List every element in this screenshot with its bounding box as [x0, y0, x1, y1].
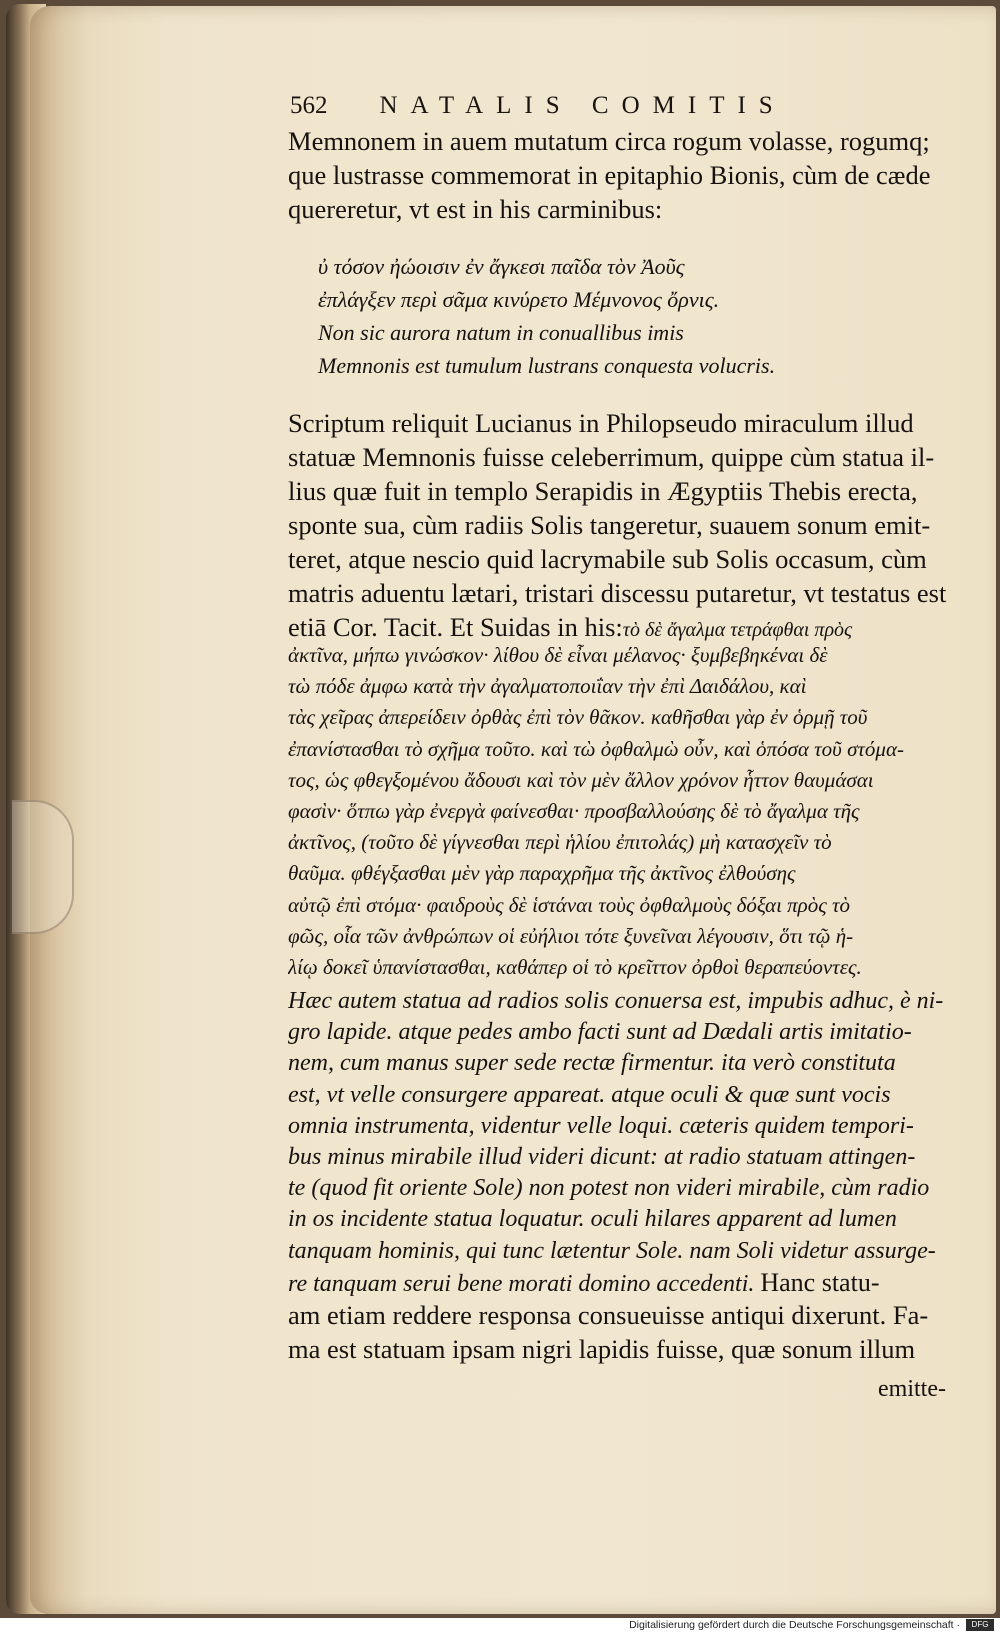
- paragraph-responsa: [288, 1298, 968, 1366]
- text-line: Scriptum reliquit Lucianus in Philopseudo miraculum illud: [288, 408, 914, 438]
- italic-line: Hæc autem statua ad radios solis conuersa est, impubis adhuc, è ni-: [288, 988, 944, 1014]
- italic-line: est, vt velle consurgere appareat. atque oculi & quæ sunt vocis: [288, 1081, 891, 1108]
- greek-line: ἐπανίστασθαι τὸ σχῆμα τοῦτο. καὶ τὼ ὀφθαλμὼ οὖν, καὶ ὁπόσα τοῦ στόμα-: [288, 736, 904, 761]
- italic-line: gro lapide. atque pedes ambo facti sunt ad Dædali artis imitatio-: [288, 1019, 912, 1046]
- verse-line: ἐπλάγξεν περὶ σᾶμα κινύρετο Μέμνονος ὄρνις.: [318, 287, 720, 312]
- paragraph-lucianus: [288, 406, 968, 647]
- greek-line: θαῦμα. φθέγξασθαι μὲν γὰρ παραχρῆμα τῆς ἀκτῖνος ἐλθούσης: [288, 861, 796, 886]
- verse-line: Non sic aurora natum in conuallibus imis: [318, 320, 684, 345]
- italic-line: te (quod fit oriente Sole) non potest non videri mirabile, cùm radio: [288, 1175, 930, 1202]
- text-fragment: Hanc statu-: [760, 1267, 880, 1297]
- verse-line: ὐ τόσον ἠώοισιν ἐν ἄγκεσι παῖδα τὸν Ἀοῦς: [318, 254, 685, 279]
- catchword: emitte-: [878, 1376, 946, 1402]
- greek-passage: [288, 640, 968, 983]
- text-line: matris aduentu lætari, tristari discessu putaretur, vt testatus est: [288, 578, 947, 608]
- greek-line: ἀκτῖνα, μήπω γινώσκον· λίθου δὲ εἶναι μέλανος· ξυμβεβηκέναι δὲ: [288, 643, 828, 667]
- italic-line: nem, cum manus super sede rectæ firmentur. ita verò constituta: [288, 1050, 896, 1077]
- text-line: sponte sua, cùm radiis Solis tangeretur, suauem sonum emit-: [288, 510, 931, 540]
- text-fragment: etiā Cor. Tacit. Et Suidas in his:: [288, 612, 623, 642]
- italic-line: tanquam hominis, qui tunc lætentur Sole. nam Soli videtur assurge-: [288, 1237, 936, 1264]
- italic-line: [288, 1267, 968, 1300]
- text-fragment: re tanquam serui bene morati domino accedenti.: [288, 1270, 755, 1297]
- latin-translation: [288, 986, 968, 1300]
- dfg-logo: DFG: [966, 1619, 994, 1631]
- text-line: ma est statuam ipsam nigri lapidis fuisse, quæ sonum illum: [288, 1334, 916, 1364]
- greek-line: λίῳ δοκεῖ ὑπανίστασθαι, καθάπερ οἱ τὸ κρεῖττον ὀρθοὶ θεραπεύοντες.: [288, 955, 862, 980]
- italic-line: omnia instrumenta, videntur velle loqui. cæteris quidem tempori-: [288, 1112, 914, 1139]
- page-number: 562: [290, 92, 328, 119]
- page-header: [290, 86, 850, 126]
- greek-line: τος, ὡς φθεγξομένου ἄδουσι καὶ τὸν μὲν ἄλλον χρόνον ἧττον θαυμάσαι: [288, 767, 874, 792]
- greek-line: ἀκτῖνος, (τοῦτο δὲ γίγνεσθαι περὶ ἡλίου ἐπιτολάς) μὴ κατασχεῖν τὸ: [288, 830, 832, 855]
- text-line: am etiam reddere responsa consueuisse antiqui dixerunt. Fa-: [288, 1300, 929, 1330]
- verse-line: Memnonis est tumulum lustrans conquesta volucris.: [318, 353, 776, 378]
- verse-quotation: [318, 250, 958, 382]
- italic-line: in os incidente statua loquatur. oculi hilares apparent ad lumen: [288, 1206, 897, 1233]
- greek-line: φασὶν· ὅτπω γὰρ ἐνεργὰ φαίνεσθαι· προσβαλλούσης δὲ τὸ ἄγαλμα τῆς: [288, 799, 860, 824]
- text-line: lius quæ fuit in templo Serapidis in Ægyptiis Thebis erecta,: [288, 476, 918, 506]
- text-line: que lustrasse commemorat in epitaphio Bionis, cùm de cæde: [288, 160, 931, 190]
- running-head: NATALIS COMITIS: [379, 92, 786, 119]
- greek-line: φῶς, οἷα τῶν ἀνθρώπων οἱ εὐήλιοι τότε ξυνεῖναι λέγουσιν, ὅτι τῷ ἡ-: [288, 923, 854, 948]
- greek-line: τὰς χεῖρας ἀπερείδειν ὀρθὰς ἐπὶ τὸν θᾶκον. καθῆσθαι γὰρ ἐν ὁρμῇ τοῦ: [288, 705, 868, 730]
- text-line: statuæ Memnonis fuisse celeberrimum, quippe cùm statua il-: [288, 442, 935, 472]
- footer-bar: [0, 1618, 1000, 1632]
- page-tab-marker: [12, 800, 74, 934]
- text-line: Memnonem in auem mutatum circa rogum volasse, rogumq;: [288, 126, 930, 156]
- paragraph-memnon: [288, 124, 968, 226]
- funding-credit: Digitalisierung gefördert durch die Deutsche Forschungsgemeinschaft ·: [629, 1619, 960, 1631]
- italic-line: bus minus mirabile illud videri dicunt: at radio statuam attingen-: [288, 1144, 916, 1171]
- text-line: quereretur, vt est in his carminibus:: [288, 194, 663, 224]
- greek-line: αὐτῷ ἐπὶ στόμα· φαιδροὺς δὲ ἱστάναι τοὺς ὀφθαλμοὺς δόξαι πρὸς τὸ: [288, 892, 851, 917]
- text-line: teret, atque nescio quid lacrymabile sub Solis occasum, cùm: [288, 544, 927, 574]
- greek-line: τὼ πόδε ἀμφω κατὰ τὴν ἀγαλματοποιΐαν τὴν ἐπὶ Δαιδάλου, καὶ: [288, 674, 807, 699]
- greek-inline: τὸ δὲ ἄγαλμα τετράφθαι πρὸς: [622, 619, 853, 641]
